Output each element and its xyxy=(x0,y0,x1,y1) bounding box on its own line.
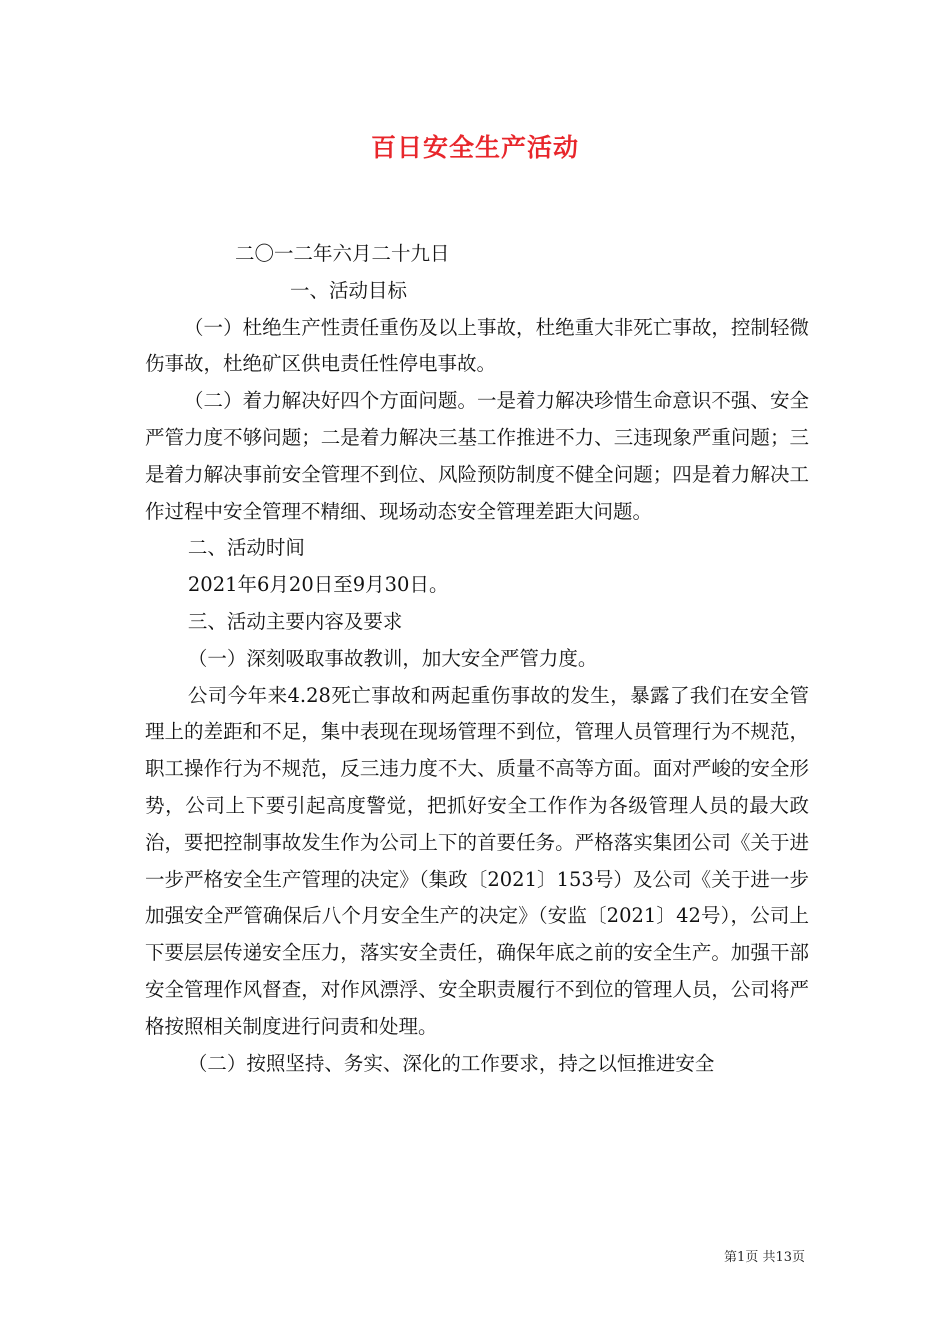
section-3-subheading-2: （二）按照坚持、务实、深化的工作要求，持之以恒推进安全 xyxy=(187,1051,715,1075)
section-2-heading: 二、活动时间 xyxy=(187,536,305,560)
section-2-paragraph-1: 2021年6月20日至9月30日。 xyxy=(187,573,449,597)
section-3-heading: 三、活动主要内容及要求 xyxy=(187,609,403,633)
section-3-subheading-1: （一）深刻吸取事故教训，加大安全严管力度。 xyxy=(187,646,598,670)
page-number: 第1页 共13页 xyxy=(724,1250,805,1265)
document-body xyxy=(145,236,809,1082)
document-title: 百日安全生产活动 xyxy=(370,133,579,162)
section-1-paragraph-1: （一）杜绝生产性责任重伤及以上事故，杜绝重大非死亡事故，控制轻微伤事故，杜绝矿区供电责任性停电事故。 xyxy=(145,315,809,376)
section-1-heading: 一、活动目标 xyxy=(290,278,408,302)
section-1-paragraph-2: （二）着力解决好四个方面问题。一是着力解决珍惜生命意识不强、安全严管力度不够问题；二是着力解决三基工作推进不力、三违现象严重问题；三是着力解决事前安全管理不到位、风险预防制度不健全问题；四是着力解决工作过程中安全管理不精细、现场动态安全管理差距大问题。 xyxy=(145,389,809,523)
document-date: 二〇一二年六月二十九日 xyxy=(235,242,450,265)
section-3-paragraph-1: 公司今年来4.28死亡事故和两起重伤事故的发生，暴露了我们在安全管理上的差距和不足，集中表现在现场管理不到位，管理人员管理行为不规范，职工操作行为不规范，反三违力度不大、质量不高等方面。面对严峻的安全形势，公司上下要引起高度警觉，把抓好安全工作作为各级管理人员的最大政治，要把控制事故发生作为公司上下的首要任务。严格落实集团公司《关于进一步严格安全生产管理的决定》（集政〔2021〕153号）及公司《关于进一步加强安全严管确保后八个月安全生产的决定》（安监〔2021〕42号），公司上下要层层传递安全压力，落实安全责任，确保年底之前的安全生产。加强干部安全管理作风督查，对作风漂浮、安全职责履行不到位的管理人员，公司将严格按照相关制度进行问责和处理。 xyxy=(145,683,809,1038)
